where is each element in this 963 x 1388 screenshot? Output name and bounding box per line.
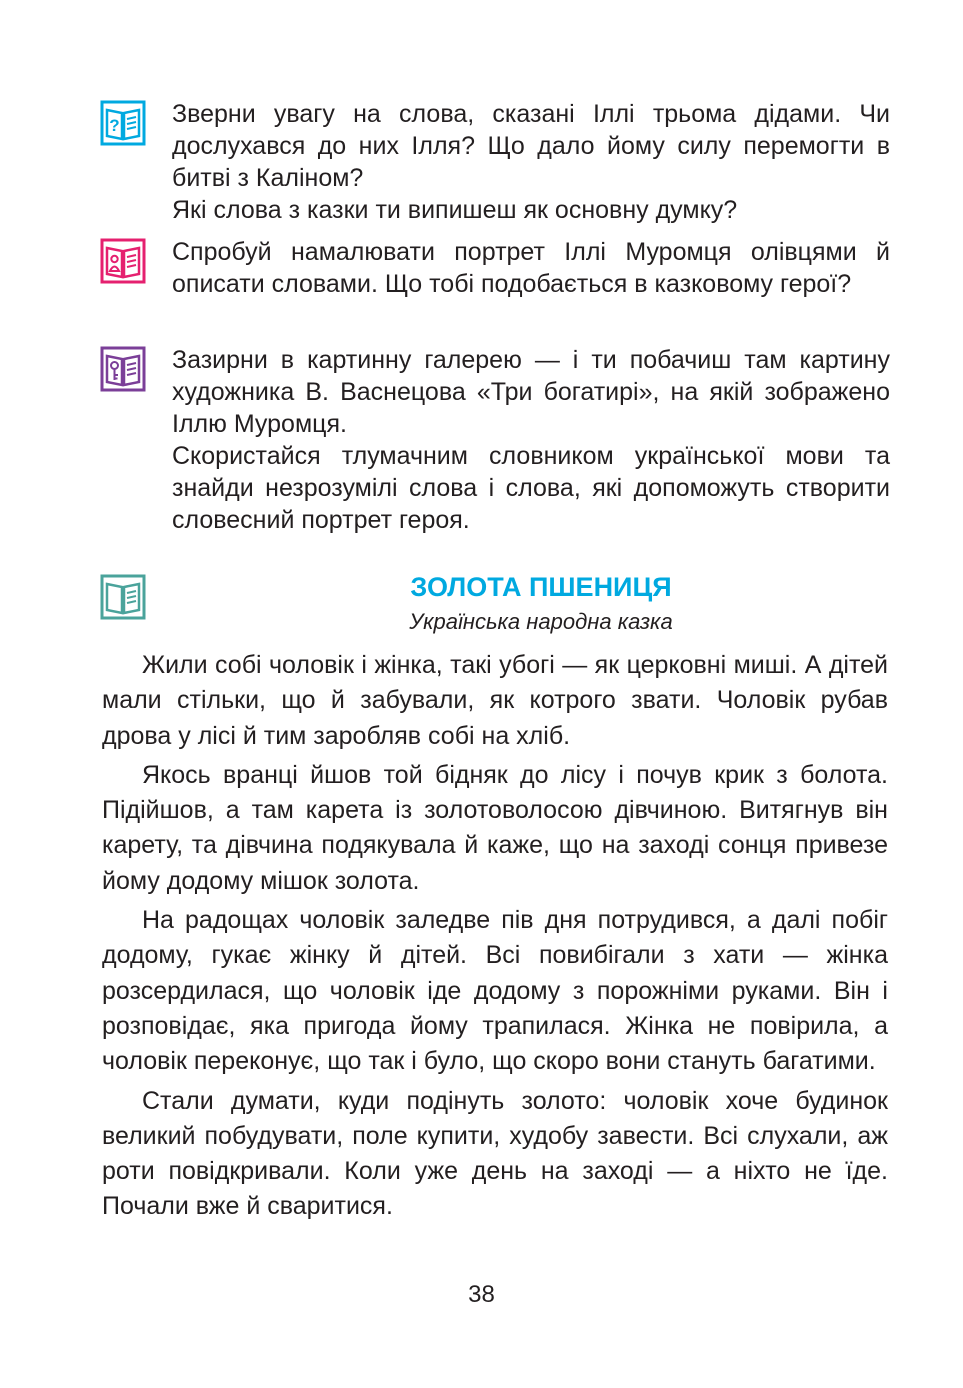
- story-subtitle: Українська народна казка: [409, 609, 673, 634]
- story-paragraph: Якось вранці йшов той бідняк до лісу і почув крик з болота. Підійшов, а там карета із золотоволосою дівчиною. Витягнув він карету, та дівчина подякувала й каже, що на заході сонця привезе йому додому мішок золота.: [102, 760, 888, 895]
- svg-text:?: ?: [109, 116, 120, 135]
- story-paragraph: На радощах чоловік заледве пів дня потрудився, а далі побіг додому, гукає жінку й дітей. Всі повибігали з хати — жінка розсердилася, що чоловік іде додому з порожніми руками. Він і розповідає, яка пригода йому трапилася. Жінка не повірила, а чоловік переконує, що так і було, що скоро вони стануть багатими.: [102, 906, 888, 1076]
- story-paragraph: Жили собі чоловік і жінка, такі убогі — як церковні миші. А дітей мали стільки, що й забували, як котрого звати. Чоловік рубав дрова у лісі й тим заробляв собі на хліб.: [102, 651, 888, 750]
- task-text: Спробуй намалювати портрет Іллі Муромця олівцями й описати словами. Що тобі подобається в казковому герої?: [172, 238, 890, 298]
- key-book-icon: [100, 346, 146, 392]
- task-gallery: [100, 344, 890, 536]
- task-questions: [100, 98, 890, 226]
- story-text: [102, 648, 888, 1229]
- task-text: Зверни увагу на слова, сказані Іллі трьома дідами. Чи дослухався до них Ілля? Що дало йому силу перемогти в битві з Каліном?: [172, 100, 890, 192]
- story-paragraph: Стали думати, куди подінуть золото: чоловік хоче будинок великий побудувати, поле купити, худобу завести. Всі слухали, аж роти повідкривали. Коли уже день на заході — а ніхто не їде. Почали вже й сваритися.: [102, 1086, 888, 1221]
- task-text: Які слова з казки ти випишеш як основну думку?: [172, 196, 738, 224]
- task-text: Скористайся тлумачним словником української мови та знайди незрозумілі слова і слова, які допоможуть створити словесний портрет героя.: [172, 442, 890, 534]
- task-text: Зазирни в картинну галерею — і ти побачиш там картину художника В. Васнецова «Три богатирі», на якій зображено Іллю Муромця.: [172, 346, 890, 438]
- open-book-icon: [100, 574, 146, 620]
- task-drawing: [100, 236, 890, 300]
- drawing-book-icon: [100, 238, 146, 284]
- page-number: 38: [468, 1281, 495, 1308]
- story-title: ЗОЛОТА ПШЕНИЦЯ: [410, 572, 672, 602]
- question-book-icon: [100, 100, 146, 146]
